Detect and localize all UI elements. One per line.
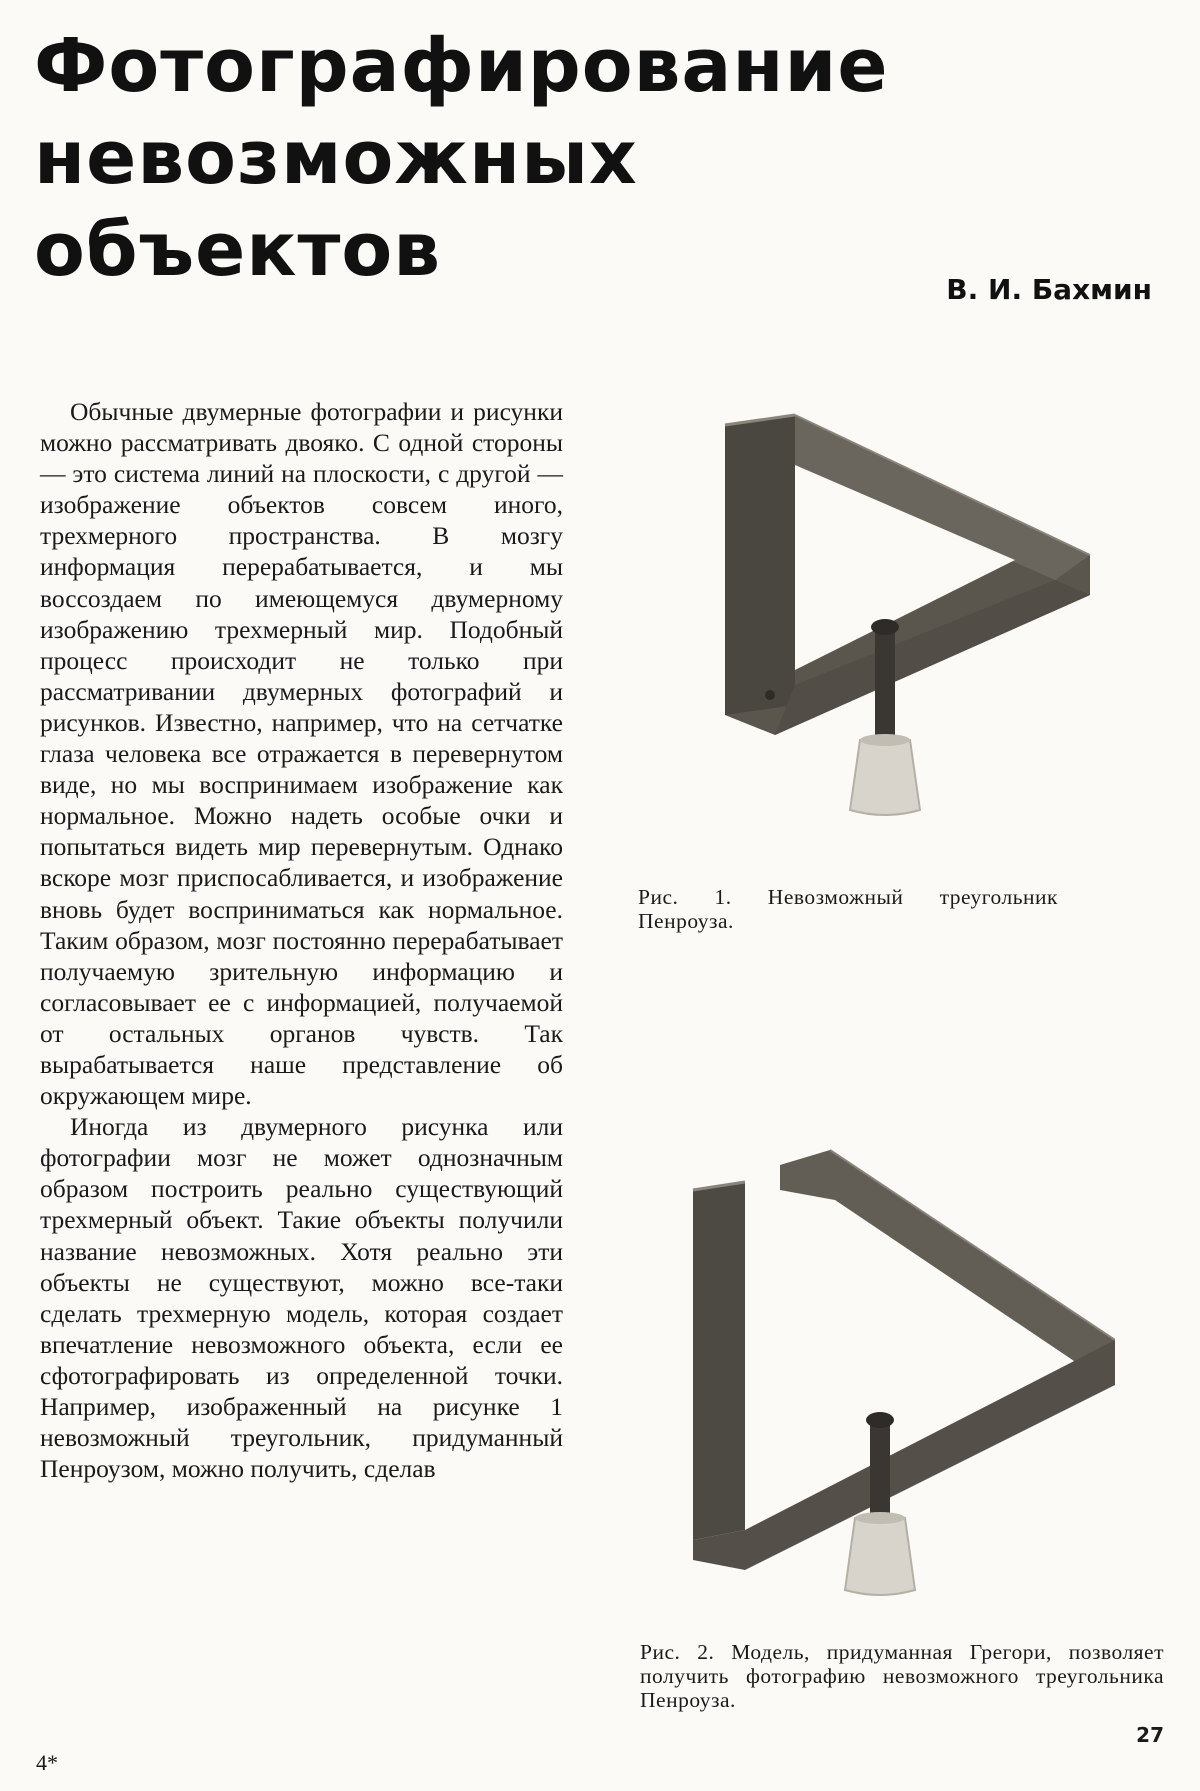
signature-mark: 4* <box>36 1750 58 1775</box>
gregory-model-image <box>685 1140 1115 1610</box>
mount-base <box>845 1518 915 1595</box>
title-line-1: Фотографирование <box>34 23 889 109</box>
article-title <box>34 20 889 296</box>
author-name: В. И. Бахмин <box>946 273 1152 306</box>
mount-base <box>850 740 920 815</box>
top-beam <box>780 1150 1115 1365</box>
title-line-2: невозможных <box>34 115 638 201</box>
figure-1-caption: Рис. 1. Невозможный треугольник Пенроуза. <box>638 885 1058 933</box>
paragraph-2: Иногда из двумерного рисунка или фотографии мозг не может однозначным образом построить реально существующий трехмерный объект. Такие объекты получили название невозможных. Хотя реально эти объекты не существуют, можно все-таки сделать трехмерную модель, которая создает впечатление невозможного объекта, если ее сфотографировать из определенной точки. Например, изображенный на рисунке 1 невозможный треугольник, придуманный Пенроузом, можно получить, сделав <box>40 1112 563 1484</box>
paragraph-1: Обычные двумерные фотографии и рисунки можно рассматривать двояко. С одной стороны — это система линий на плоскости, с другой — изображение объектов совсем иного, трехмерного пространства. В мозгу информация перерабатывается, и мы воссоздаем по имеющемуся двумерному изображению трехмерный мир. Подобный процесс происходит не только при рассматривании двумерных фотографий и рисунков. Известно, например, что на сетчатке глаза человека все отражается в перевернутом виде, но мы воспринимаем изображение как нормальное. Можно надеть особые очки и попытаться видеть мир перевернутым. Однако вскоре мозг приспосабливается, и изображение вновь будет восприниматься как нормальное. Таким образом, мозг постоянно перерабатывает получаемую зрительную информацию и согласовывает ее с информацией, получаемой от остальных органов чувств. Так вырабатывается наше представление об окружающем мире. <box>40 397 563 1111</box>
figure-2-photo <box>685 1140 1115 1610</box>
penrose-triangle-image <box>715 405 1115 860</box>
mount-stem <box>870 1420 890 1520</box>
title-line-3: объектов <box>34 207 442 293</box>
figure-2-caption: Рис. 2. Модель, придуманная Грегори, позволяет получить фотографию невозможного треугольника Пенроуза. <box>640 1640 1164 1712</box>
article-body <box>40 396 563 1484</box>
mount-stem <box>875 630 895 740</box>
figure-1-photo <box>715 405 1115 860</box>
left-beam <box>693 1182 745 1540</box>
left-beam <box>725 415 795 715</box>
page-number: 27 <box>1136 1723 1164 1747</box>
